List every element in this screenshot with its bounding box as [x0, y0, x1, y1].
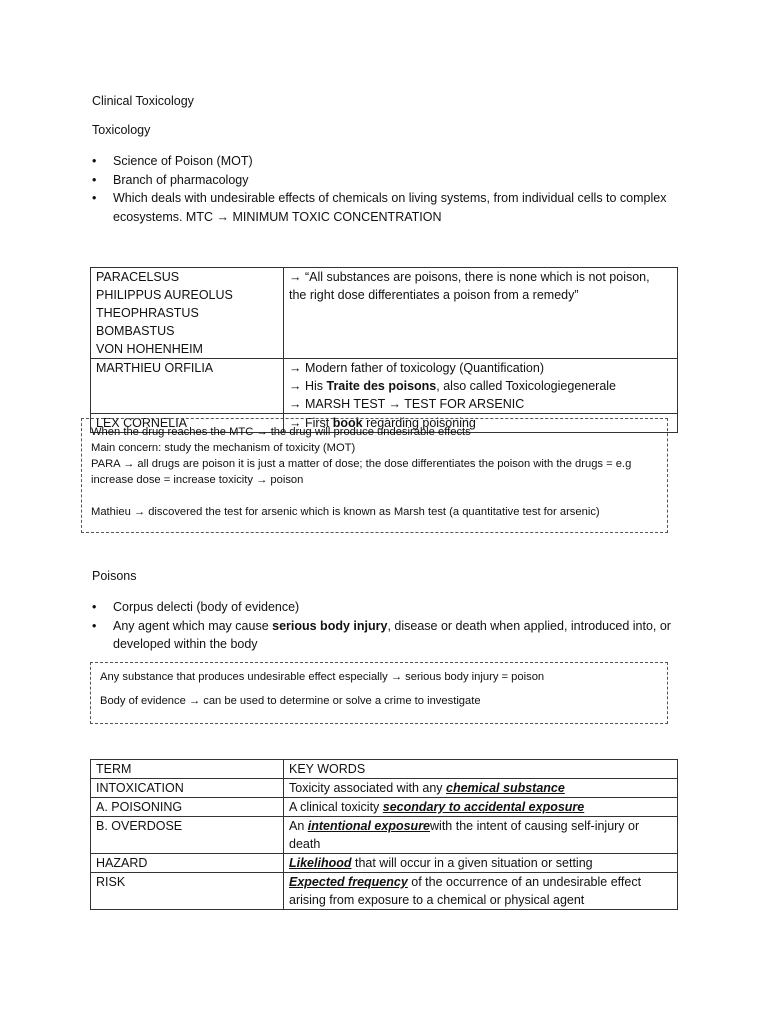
text-run: of the occurrence of an undesirable effect arising from exposure to a chemical or physical agent	[289, 875, 642, 907]
table-cell-name	[91, 268, 284, 359]
bullet-item: • Which deals with undesirable effects of chemicals on living systems, from individual cells to complex ecosystems. MTC → MINIMUM TOXIC CONCENTRATION	[92, 189, 688, 226]
name-line: LEX CORNELIA	[96, 416, 188, 430]
key-word: Expected frequency	[289, 875, 408, 889]
term-cell: INTOXICATION	[91, 779, 284, 798]
key-word: intentional exposure	[307, 819, 431, 833]
description-line: → “All substances are poisons, there is none which is not poison,	[289, 270, 650, 284]
text-run: A clinical toxicity	[289, 800, 383, 814]
keywords-cell	[284, 779, 678, 798]
note-box-toxicology	[81, 418, 668, 533]
key-word: secondary to accidental exposure	[382, 800, 585, 814]
description-line: → Modern father of toxicology (Quantification)	[289, 361, 544, 375]
name-line: PARACELSUS	[96, 270, 180, 284]
text-run: regarding poisoning	[362, 416, 476, 430]
note-box-poisons	[90, 662, 668, 724]
text-run: with the intent of causing self-injury or death	[289, 819, 640, 851]
poisons-bullets	[92, 598, 688, 654]
note-line: Any substance that produces undesirable effect especially → serious body injury = poison	[100, 671, 545, 683]
table-cell-description	[284, 359, 678, 414]
description-line: the right dose differentiates a poison from a remedy”	[289, 288, 579, 302]
section-heading-poisons: Poisons	[92, 569, 137, 583]
note-spacer	[91, 488, 658, 504]
text-run: Toxicity associated with any	[289, 781, 447, 795]
table-header-row	[91, 760, 678, 779]
key-word: Likelihood	[289, 856, 352, 870]
table-row	[91, 817, 678, 854]
text-run: Any agent which may cause	[113, 618, 273, 633]
toxicologists-table	[90, 267, 678, 433]
note-spacer	[100, 685, 658, 693]
table-row	[91, 268, 678, 359]
document-title: Clinical Toxicology	[92, 94, 194, 108]
bullet-item: • Corpus delecti (body of evidence)	[92, 598, 688, 617]
column-header-term: TERM	[91, 760, 284, 779]
column-header-keywords: KEY WORDS	[284, 760, 678, 779]
emphasis-text: book	[332, 416, 363, 430]
key-word: chemical substance	[446, 781, 565, 795]
text-run: → His	[289, 379, 327, 393]
description-line: → MARSH TEST → TEST FOR ARSENIC	[289, 397, 525, 411]
term-cell: HAZARD	[91, 854, 284, 873]
note-line: Body of evidence → can be used to determine or solve a crime to investigate	[100, 695, 481, 707]
keywords-cell	[284, 854, 678, 873]
term-cell: A. POISONING	[91, 798, 284, 817]
name-line: MARTHIEU ORFILIA	[96, 361, 214, 375]
toxicology-bullets	[92, 152, 688, 226]
note-line: When the drug reaches the MTC → the drug will produce undesirable effects	[91, 426, 471, 438]
table-row	[91, 798, 678, 817]
note-line: Main concern: study the mechanism of toxicity (MOT)	[91, 442, 356, 454]
bullet-item	[92, 617, 688, 654]
keywords-cell	[284, 817, 678, 854]
terms-table	[90, 759, 678, 910]
emphasis-text: serious body injury	[272, 618, 388, 633]
name-line: PHILIPPUS AUREOLUS	[96, 288, 233, 302]
note-line: PARA → all drugs are poison it is just a matter of dose; the dose differentiates the poison with the drugs = e.g increase dose = increase toxicity → poison	[91, 458, 632, 486]
name-line: VON HOHENHEIM	[96, 342, 203, 356]
table-cell-name	[91, 359, 284, 414]
text-run: that will occur in a given situation or setting	[351, 856, 593, 870]
name-line: THEOPHRASTUS BOMBASTUS	[96, 306, 199, 338]
table-row	[91, 359, 678, 414]
table-cell-description	[284, 268, 678, 359]
table-row	[91, 873, 678, 910]
text-run: , also called Toxicologiegenerale	[436, 379, 617, 393]
keywords-cell	[284, 798, 678, 817]
table-row	[91, 779, 678, 798]
term-cell: RISK	[91, 873, 284, 910]
keywords-cell	[284, 873, 678, 910]
bullet-item: • Science of Poison (MOT)	[92, 152, 688, 171]
section-heading-toxicology: Toxicology	[92, 123, 151, 137]
term-cell: B. OVERDOSE	[91, 817, 284, 854]
note-line: Mathieu → discovered the test for arsenic which is known as Marsh test (a quantitative test for arsenic)	[91, 506, 600, 518]
text-run: , disease or death when applied, introduced into, or developed within the body	[113, 618, 671, 651]
text-run: → First	[289, 416, 333, 430]
description-line	[289, 377, 672, 395]
book-title: Traite des poisons	[326, 379, 437, 393]
text-run: An	[289, 819, 308, 833]
bullet-item: • Branch of pharmacology	[92, 171, 688, 190]
table-row	[91, 854, 678, 873]
